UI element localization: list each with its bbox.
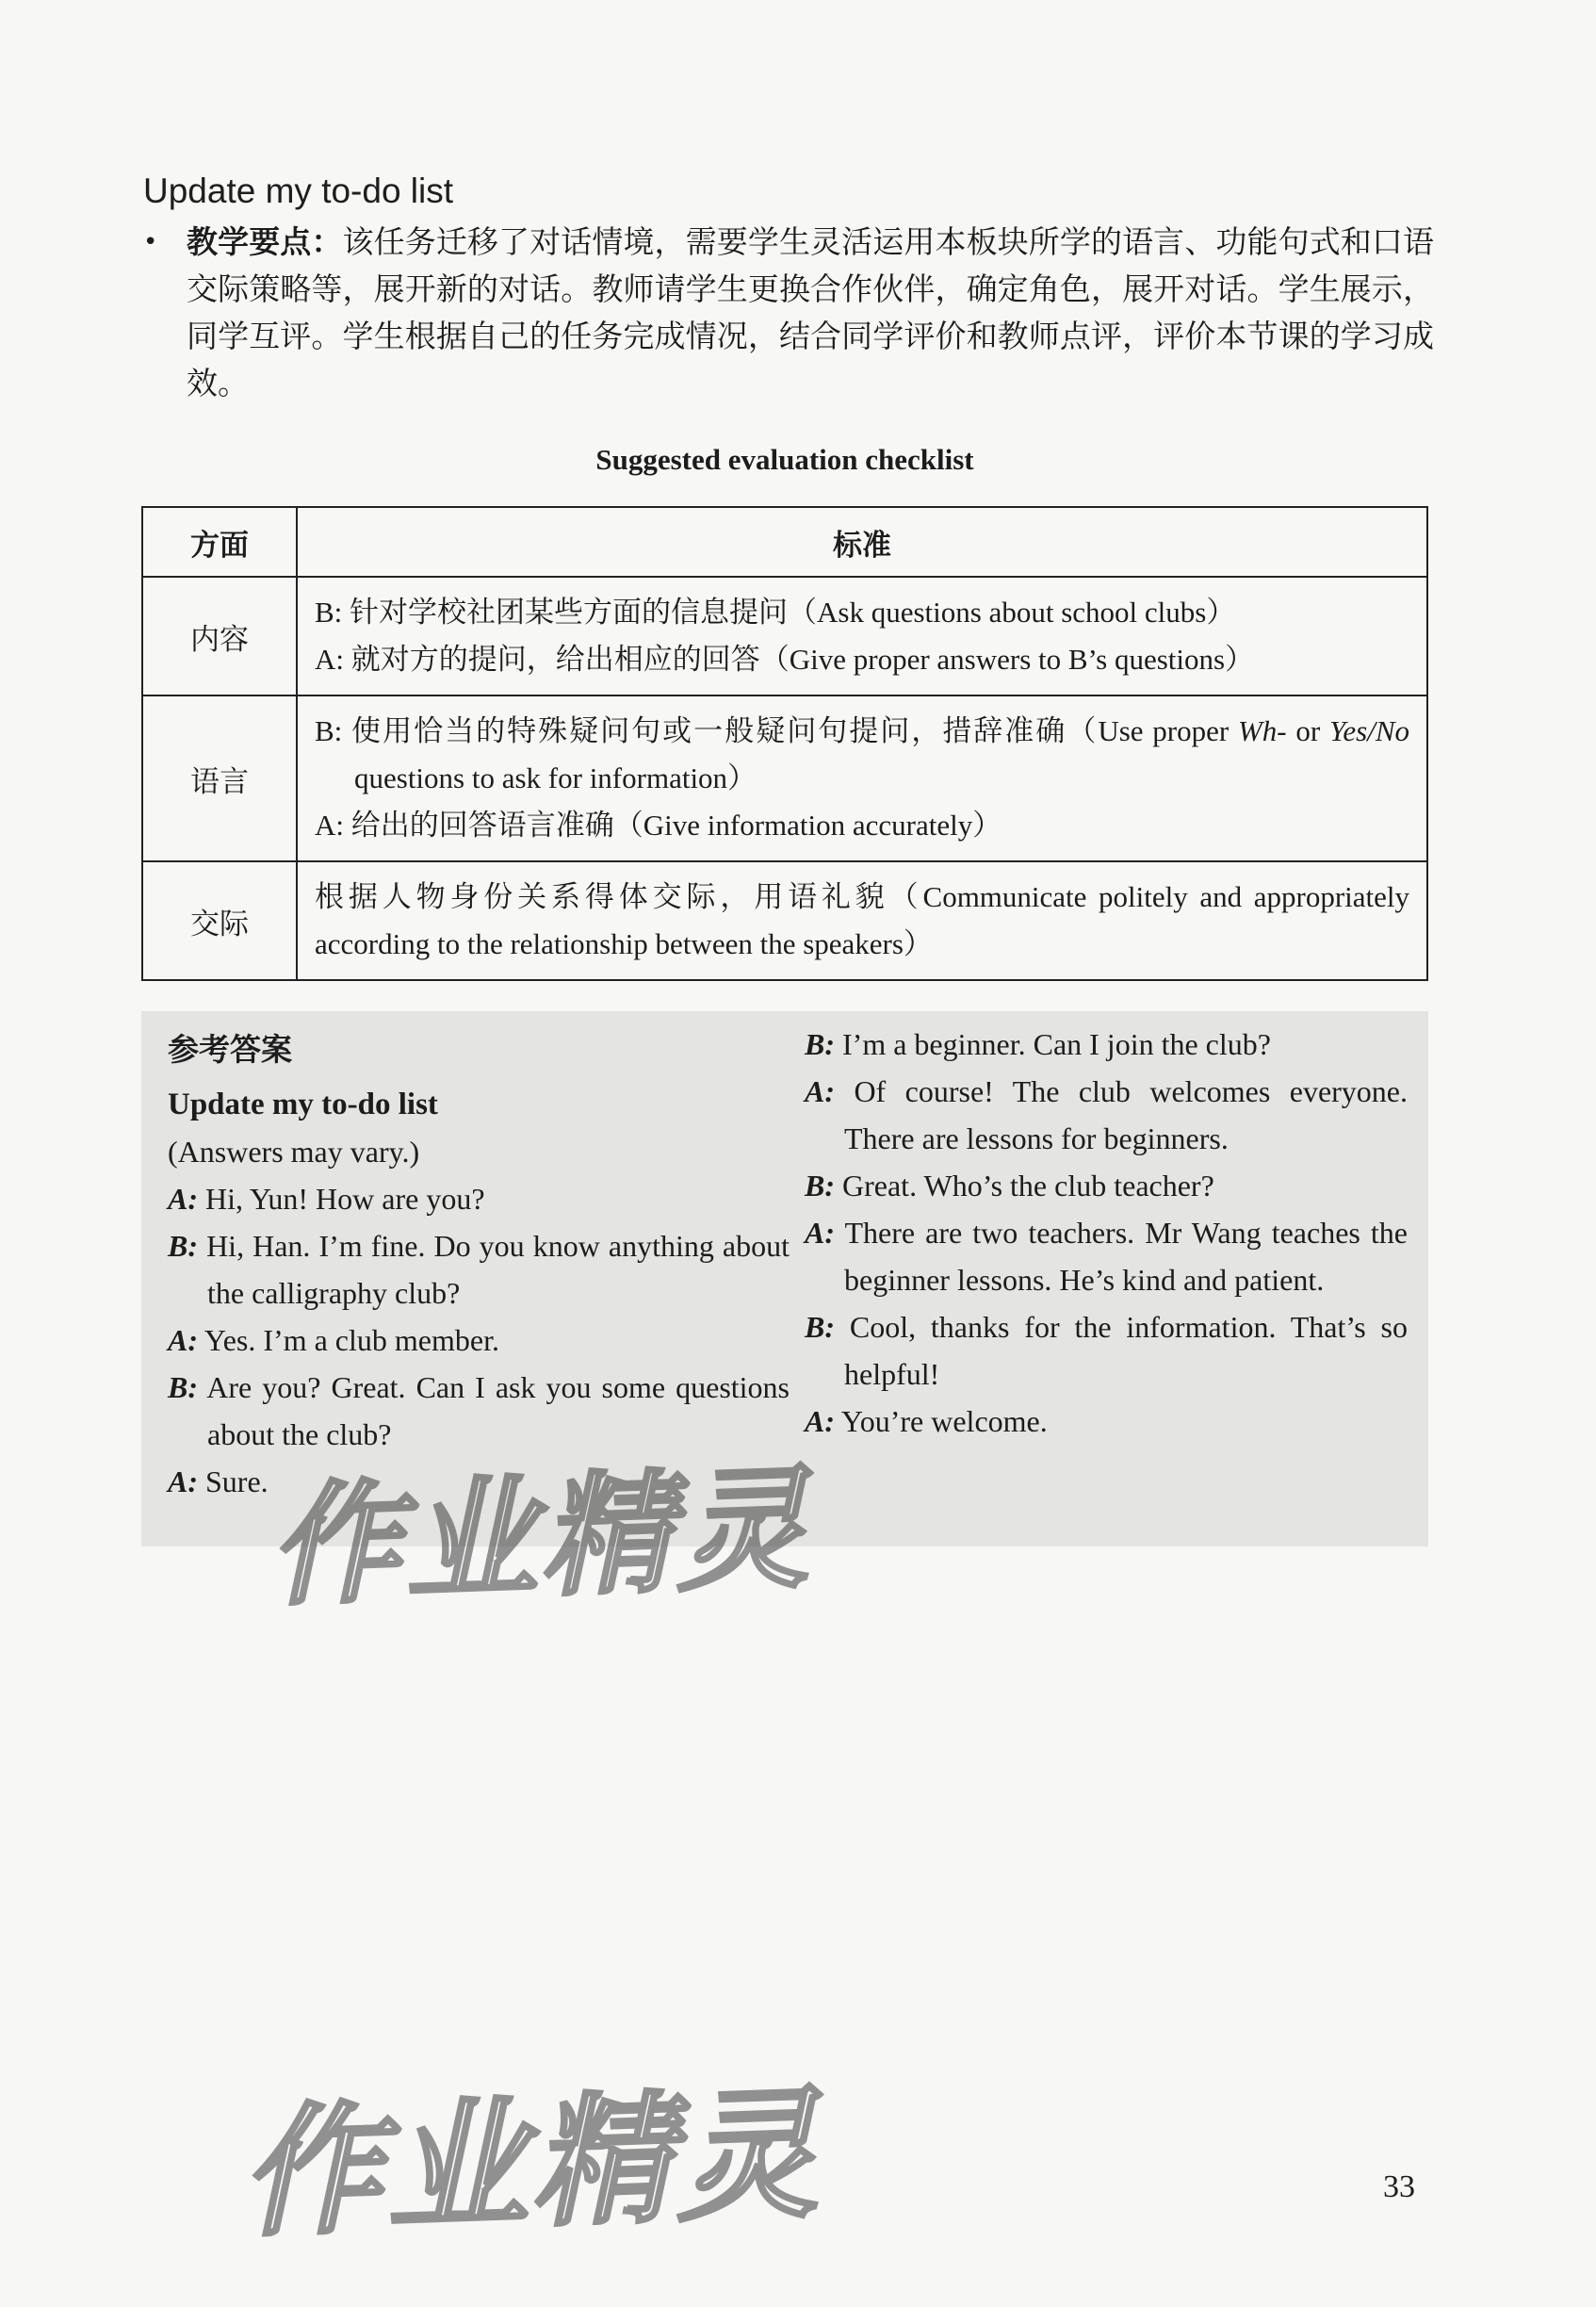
criteria-line: A: 给出的回答语言准确（Give information accurately）	[315, 809, 1002, 842]
dialogue-line	[805, 1398, 1408, 1445]
header-aspect: 方面	[142, 507, 297, 577]
speaker-label: A:	[805, 1404, 835, 1438]
dialogue-line	[805, 1021, 1408, 1068]
speaker-label: B:	[805, 1310, 835, 1344]
criteria-language	[297, 695, 1427, 861]
speaker-label: B:	[168, 1229, 198, 1263]
dialogue-line	[168, 1317, 790, 1364]
page-number: 33	[1383, 2169, 1415, 2204]
dialogue-line	[168, 1175, 790, 1222]
watermark: 作业精灵	[237, 2072, 824, 2257]
criteria-line: A: 就对方的提问，给出相应的回答（Give proper answers to B’s questions）	[315, 643, 1255, 676]
criteria-line: B: 针对学校社团某些方面的信息提问（Ask questions about school clubs）	[315, 596, 1236, 629]
dialogue-text: Of course! The club welcomes everyone. There are lessons for beginners.	[844, 1074, 1409, 1155]
table-header-row	[142, 507, 1427, 577]
speaker-label: A:	[805, 1216, 835, 1250]
criteria-line	[315, 708, 1409, 802]
speaker-label: B:	[805, 1027, 835, 1061]
dialogue-line	[805, 1068, 1408, 1162]
teaching-points	[143, 219, 1434, 408]
criteria-line: 根据人物身份关系得体交际，用语礼貌（Communicate politely and appropriately according to the relationship between the speakers）	[315, 880, 1409, 960]
answers-subheading: Update my to-do list	[168, 1088, 438, 1121]
answers-note: (Answers may vary.)	[168, 1135, 420, 1169]
dialogue-text: Sure.	[205, 1464, 269, 1498]
aspect-communication: 交际	[142, 861, 297, 980]
teaching-points-text	[187, 219, 1434, 408]
answers-right-column	[805, 1021, 1408, 1445]
speaker-label: A:	[168, 1323, 198, 1357]
dialogue-text: There are two teachers. Mr Wang teaches the beginner lessons. He’s kind and patient.	[844, 1216, 1409, 1297]
checklist-title: Suggested evaluation checklist	[595, 443, 974, 476]
dialogue-line	[168, 1222, 790, 1317]
speaker-label: A:	[805, 1074, 835, 1108]
header-criteria: 标准	[297, 507, 1427, 577]
criteria-text: or	[1286, 714, 1329, 747]
dialogue-text: Hi, Han. I’m fine. Do you know anything about the calligraphy club?	[206, 1229, 790, 1310]
criteria-communication	[297, 861, 1427, 980]
criteria-wh: Wh-	[1237, 714, 1287, 747]
aspect-language: 语言	[142, 695, 297, 861]
speaker-label: B:	[168, 1370, 198, 1404]
table-row	[142, 577, 1427, 695]
dialogue-line	[805, 1209, 1408, 1303]
dialogue-text: Are you? Great. Can I ask you some questions about the club?	[206, 1370, 790, 1451]
criteria-text: B: 使用恰当的特殊疑问句或一般疑问句提问，措辞准确（Use proper	[315, 714, 1238, 747]
dialogue-line	[805, 1162, 1408, 1209]
aspect-content: 内容	[142, 577, 297, 695]
section-title: Update my to-do list	[143, 172, 454, 210]
criteria-yesno: Yes/No	[1329, 714, 1410, 747]
teaching-points-label: 教学要点：	[187, 223, 343, 260]
dialogue-text: Cool, thanks for the information. That’s so helpful!	[844, 1310, 1409, 1391]
dialogue-text: Hi, Yun! How are you?	[205, 1182, 485, 1216]
criteria-text: questions to ask for information）	[354, 761, 757, 794]
teaching-points-body: 该任务迁移了对话情境，需要学生灵活运用本板块所学的语言、功能句式和口语交际策略等，展开新的对话。教师请学生更换合作伙伴，确定角色，展开对话。学生展示，同学互评。学生根据自己的任务完成情况，结合同学评价和教师点评，评价本节课的学习成效。	[187, 226, 1435, 401]
answers-heading: 参考答案	[168, 1031, 292, 1068]
dialogue-line	[805, 1303, 1408, 1398]
dialogue-text: Yes. I’m a club member.	[204, 1323, 499, 1357]
speaker-label: A:	[168, 1464, 198, 1498]
watermark: 作业精灵	[266, 1451, 815, 1625]
criteria-content	[297, 577, 1427, 695]
dialogue-text: You’re welcome.	[840, 1404, 1048, 1438]
table-row	[142, 861, 1427, 980]
dialogue-text: Great. Who’s the club teacher?	[842, 1169, 1214, 1203]
speaker-label: A:	[168, 1182, 198, 1216]
evaluation-checklist-table	[141, 506, 1428, 981]
table-row	[142, 695, 1427, 861]
speaker-label: B:	[805, 1169, 835, 1203]
dialogue-text: I’m a beginner. Can I join the club?	[842, 1027, 1271, 1061]
bullet-icon: •	[143, 228, 158, 256]
